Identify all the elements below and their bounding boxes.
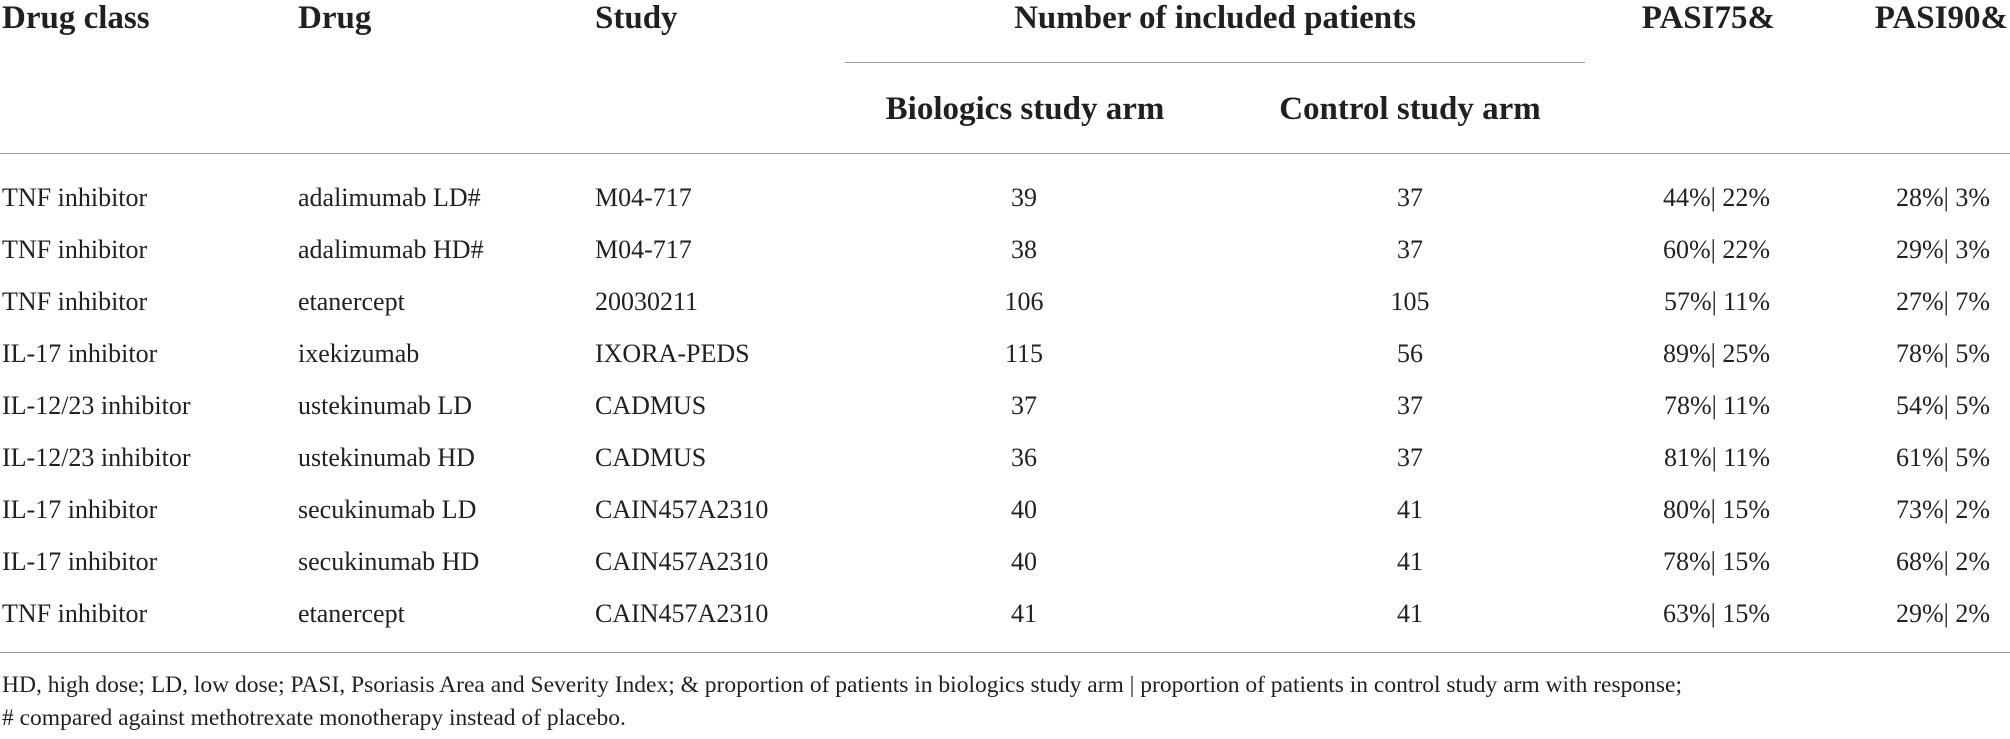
cell-drug-class: IL-17 inhibitor [2, 495, 158, 524]
cell-drug-class: IL-12/23 inhibitor [2, 391, 191, 420]
header-pasi75: PASI75& [1641, 0, 1775, 36]
cell-pasi90: 73%| 2% [1895, 495, 1990, 524]
cell-drug: secukinumab HD [298, 547, 480, 576]
cell-pasi90: 29%| 2% [1895, 599, 1990, 628]
cell-drug: adalimumab LD# [298, 183, 481, 212]
cell-biologics: 39 [1011, 183, 1037, 212]
cell-pasi90: 54%| 5% [1895, 391, 1990, 420]
cell-control: 41 [1397, 599, 1423, 628]
cell-drug-class: TNF inhibitor [2, 235, 148, 264]
table-bottom-rule [0, 652, 2010, 653]
header-drug: Drug [298, 0, 372, 36]
cell-control: 37 [1397, 391, 1423, 420]
header-pasi90: PASI90& [1874, 0, 2008, 36]
cell-study: M04-717 [595, 183, 692, 212]
cell-pasi90: 29%| 3% [1895, 235, 1990, 264]
cell-study: CAIN457A2310 [595, 599, 769, 628]
cell-pasi75: 57%| 11% [1663, 287, 1770, 316]
cell-biologics: 106 [1004, 287, 1044, 316]
cell-pasi75: 44%| 22% [1662, 183, 1770, 212]
header-bottom-rule [0, 153, 2010, 154]
cell-control: 37 [1397, 183, 1423, 212]
cell-control: 56 [1397, 339, 1423, 368]
cell-biologics: 37 [1011, 391, 1037, 420]
cell-drug: ustekinumab LD [298, 391, 473, 420]
cell-drug: etanercept [298, 287, 405, 316]
header-patients-group: Number of included patients [1014, 0, 1416, 36]
cell-control: 37 [1397, 443, 1423, 472]
cell-pasi90: 61%| 5% [1895, 443, 1990, 472]
cell-drug: ustekinumab HD [298, 443, 475, 472]
cell-study: CADMUS [595, 443, 707, 472]
cell-control: 41 [1397, 495, 1423, 524]
cell-biologics: 36 [1011, 443, 1037, 472]
cell-drug: secukinumab LD [298, 495, 477, 524]
cell-pasi75: 78%| 11% [1663, 391, 1770, 420]
cell-pasi90: 68%| 2% [1895, 547, 1990, 576]
cell-study: IXORA-PEDS [595, 339, 750, 368]
cell-drug-class: TNF inhibitor [2, 599, 148, 628]
cell-study: CAIN457A2310 [595, 547, 769, 576]
cell-drug-class: IL-17 inhibitor [2, 339, 158, 368]
cell-drug: adalimumab HD# [298, 235, 484, 264]
cell-biologics: 38 [1011, 235, 1037, 264]
cell-pasi75: 78%| 15% [1662, 547, 1770, 576]
cell-control: 41 [1397, 547, 1423, 576]
cell-study: CADMUS [595, 391, 707, 420]
cell-drug-class: TNF inhibitor [2, 183, 148, 212]
header-control-arm: Control study arm [1279, 91, 1541, 127]
cell-biologics: 40 [1011, 547, 1037, 576]
cell-drug-class: IL-17 inhibitor [2, 547, 158, 576]
cell-drug: etanercept [298, 599, 405, 628]
cell-pasi75: 81%| 11% [1663, 443, 1770, 472]
cell-pasi90: 27%| 7% [1895, 287, 1990, 316]
cell-pasi75: 80%| 15% [1662, 495, 1770, 524]
cell-pasi75: 60%| 22% [1662, 235, 1770, 264]
cell-pasi75: 89%| 25% [1662, 339, 1770, 368]
cell-study: CAIN457A2310 [595, 495, 769, 524]
footnote-line-1: HD, high dose; LD, low dose; PASI, Psoriasis Area and Severity Index; & proportion of patients in biologics study arm | proportion of patients in control study arm with response; [2, 672, 1682, 698]
header-study: Study [595, 0, 678, 36]
cell-study: 20030211 [595, 287, 699, 316]
cell-pasi90: 78%| 5% [1895, 339, 1990, 368]
cell-study: M04-717 [595, 235, 692, 264]
cell-drug: ixekizumab [298, 339, 420, 368]
cell-pasi90: 28%| 3% [1895, 183, 1990, 212]
header-drug-class: Drug class [2, 0, 150, 36]
header-biologics-arm: Biologics study arm [885, 91, 1165, 127]
cell-biologics: 41 [1011, 599, 1037, 628]
footnote-line-2: # compared against methotrexate monotherapy instead of placebo. [2, 705, 626, 731]
cell-biologics: 115 [1004, 339, 1044, 368]
cell-drug-class: IL-12/23 inhibitor [2, 443, 191, 472]
group-header-rule [845, 62, 1585, 63]
cell-control: 105 [1390, 287, 1430, 316]
cell-biologics: 40 [1011, 495, 1037, 524]
cell-pasi75: 63%| 15% [1662, 599, 1770, 628]
cell-control: 37 [1397, 235, 1423, 264]
cell-drug-class: TNF inhibitor [2, 287, 148, 316]
